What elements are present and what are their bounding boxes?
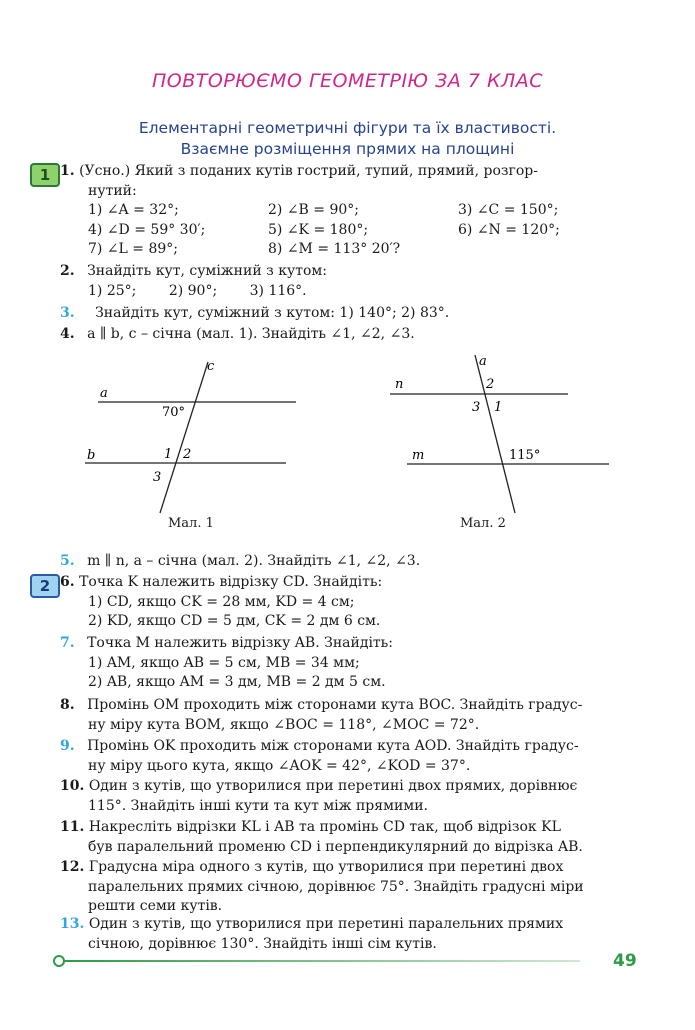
answer-option: 3) 116°. xyxy=(249,282,307,299)
angle-3-label: 3 xyxy=(472,400,481,415)
problem-number: 6. xyxy=(60,574,75,590)
problem-text: Один з кутів, що утворилися при перетині двох прямих, дорівнює xyxy=(88,778,578,794)
problem-number: 5. xyxy=(60,553,75,569)
problem-text: Точка M належить відрізку AB. Знайдіть: xyxy=(87,635,394,651)
problem-number: 4. xyxy=(60,326,75,342)
problem-number: 10. xyxy=(60,778,85,794)
section-subtitle xyxy=(0,118,695,160)
figure-1-diagram xyxy=(80,350,310,515)
page-number: 49 xyxy=(613,951,637,971)
problem-number: 7. xyxy=(60,635,75,651)
label-n: n xyxy=(395,377,404,392)
problem-number: 13. xyxy=(60,916,85,932)
problem-number: 9. xyxy=(60,738,75,754)
problem-number: 2. xyxy=(60,263,75,279)
problem-text: 2) KD, якщо CD = 5 дм, CK = 2 дм 6 см. xyxy=(88,613,381,629)
figure-1-caption: Мал. 1 xyxy=(168,516,214,531)
problem-12 xyxy=(60,858,638,917)
figure-2-caption: Мал. 2 xyxy=(460,516,506,531)
option-item: 1) ∠A = 32°; xyxy=(88,202,179,218)
problem-number: 12. xyxy=(60,859,85,875)
problem-text: Знайдіть кут, суміжний з кутом: xyxy=(87,263,327,279)
problem-11 xyxy=(60,818,638,857)
label-c: c xyxy=(207,359,215,374)
problem-text: паралельних прямих січною, дорівнює 75°. Знайдіть градусні міри xyxy=(88,878,584,895)
level-1-badge: 1 xyxy=(30,163,60,187)
problem-6 xyxy=(60,573,638,632)
answer-option: 1) 25°; xyxy=(88,282,137,299)
angle-70-label: 70° xyxy=(162,405,186,420)
option-item: 4) ∠D = 59° 30′; xyxy=(88,221,206,238)
problem-text: Точка K належить відрізку CD. Знайдіть: xyxy=(79,574,383,590)
problem-3 xyxy=(60,304,638,324)
problem-4 xyxy=(60,325,638,345)
angle-115-label: 115° xyxy=(509,448,541,463)
problem-text: Промінь OK проходить між сторонами кута AOD. Знайдіть градус- xyxy=(87,738,579,754)
footer-divider xyxy=(60,960,580,962)
line-a xyxy=(475,355,515,513)
problem-text: Градусна міра одного з кутів, що утворилися при перетині двох xyxy=(88,859,564,875)
figure-2-diagram xyxy=(385,350,615,515)
problem-text: (Усно.) Який з поданих кутів гострий, тупий, прямий, розгор- xyxy=(79,163,538,179)
problem-7 xyxy=(60,634,638,693)
problem-text xyxy=(79,305,87,321)
problem-text: 1) CD, якщо CK = 28 мм, KD = 4 см; xyxy=(88,593,355,610)
problem-text: Промінь OM проходить між сторонами кута BOC. Знайдіть градус- xyxy=(87,697,583,713)
footer-dot-icon xyxy=(53,955,65,967)
page-title: ПОВТОРЮЄМО ГЕОМЕТРІЮ ЗА 7 КЛАС xyxy=(151,70,543,92)
option-item: 6) ∠N = 120°; xyxy=(458,221,560,238)
problem-text: 115°. Знайдіть інші кути та кут між прямими. xyxy=(88,797,428,814)
label-a: a xyxy=(479,354,487,369)
problem-number: 3. xyxy=(60,305,75,321)
label-a: a xyxy=(100,386,108,401)
problem-text: січною, дорівнює 130°. Знайдіть інші сім кутів. xyxy=(88,935,437,952)
problem-8 xyxy=(60,696,638,735)
problem-text: Знайдіть кут, суміжний з кутом: 1) 140°; 2) 83°. xyxy=(95,305,450,321)
angle-1-label: 1 xyxy=(494,400,503,415)
problem-text: 2) AB, якщо AM = 3 дм, MB = 2 дм 5 см. xyxy=(88,674,386,690)
problem-number: 1. xyxy=(60,163,75,179)
problem-1 xyxy=(60,162,638,260)
problem-text: нутий: xyxy=(88,182,137,199)
problem-text: m ∥ n, a – січна (мал. 2). Знайдіть ∠1, ∠2, ∠3. xyxy=(87,553,421,569)
problem-text: ну міру кута BOM, якщо ∠BOC = 118°, ∠MOC = 72°. xyxy=(88,716,480,733)
problem-number: 11. xyxy=(60,819,85,835)
angle-1-label: 1 xyxy=(164,447,173,462)
line-c xyxy=(160,362,208,513)
problem-13 xyxy=(60,915,638,954)
option-item: 7) ∠L = 89°; xyxy=(88,241,179,257)
option-item: 3) ∠C = 150°; xyxy=(458,202,559,218)
option-item: 5) ∠K = 180°; xyxy=(268,221,369,238)
label-m: m xyxy=(412,448,425,463)
problem-number: 8. xyxy=(60,697,75,713)
problem-text: 1) AM, якщо AB = 5 см, MB = 34 мм; xyxy=(88,654,360,671)
angle-2-label: 2 xyxy=(486,377,495,392)
angle-2-label: 2 xyxy=(183,447,192,462)
option-item: 8) ∠M = 113° 20′? xyxy=(268,241,401,257)
level-2-badge: 2 xyxy=(30,574,60,598)
problem-text: ну міру цього кута, якщо ∠AOK = 42°, ∠KOD = 37°. xyxy=(88,757,471,774)
problem-text: Один з кутів, що утворилися при перетині паралельних прямих xyxy=(88,916,564,932)
problem-2 xyxy=(60,262,638,301)
problem-9 xyxy=(60,737,638,776)
problem-text: решти семи кутів. xyxy=(88,898,223,914)
subtitle-line-2: Взаємне розміщення прямих на площині xyxy=(180,140,515,158)
angle-options-grid xyxy=(60,201,638,260)
problem-5 xyxy=(60,552,638,572)
option-item: 2) ∠B = 90°; xyxy=(268,202,359,218)
problem-text: a ∥ b, c – січна (мал. 1). Знайдіть ∠1, ∠2, ∠3. xyxy=(87,326,415,342)
answer-option: 2) 90°; xyxy=(168,282,218,299)
label-b: b xyxy=(87,448,96,463)
problem-10 xyxy=(60,777,638,816)
subtitle-line-1: Елементарні геометричні фігури та їх властивості. xyxy=(138,119,557,137)
problem-text: Накресліть відрізки KL і AB та промінь CD так, щоб відрізок KL xyxy=(88,819,561,835)
problem-text: був паралельний променю CD і перпендикулярний до відрізка AB. xyxy=(88,838,583,855)
angle-3-label: 3 xyxy=(153,470,162,485)
